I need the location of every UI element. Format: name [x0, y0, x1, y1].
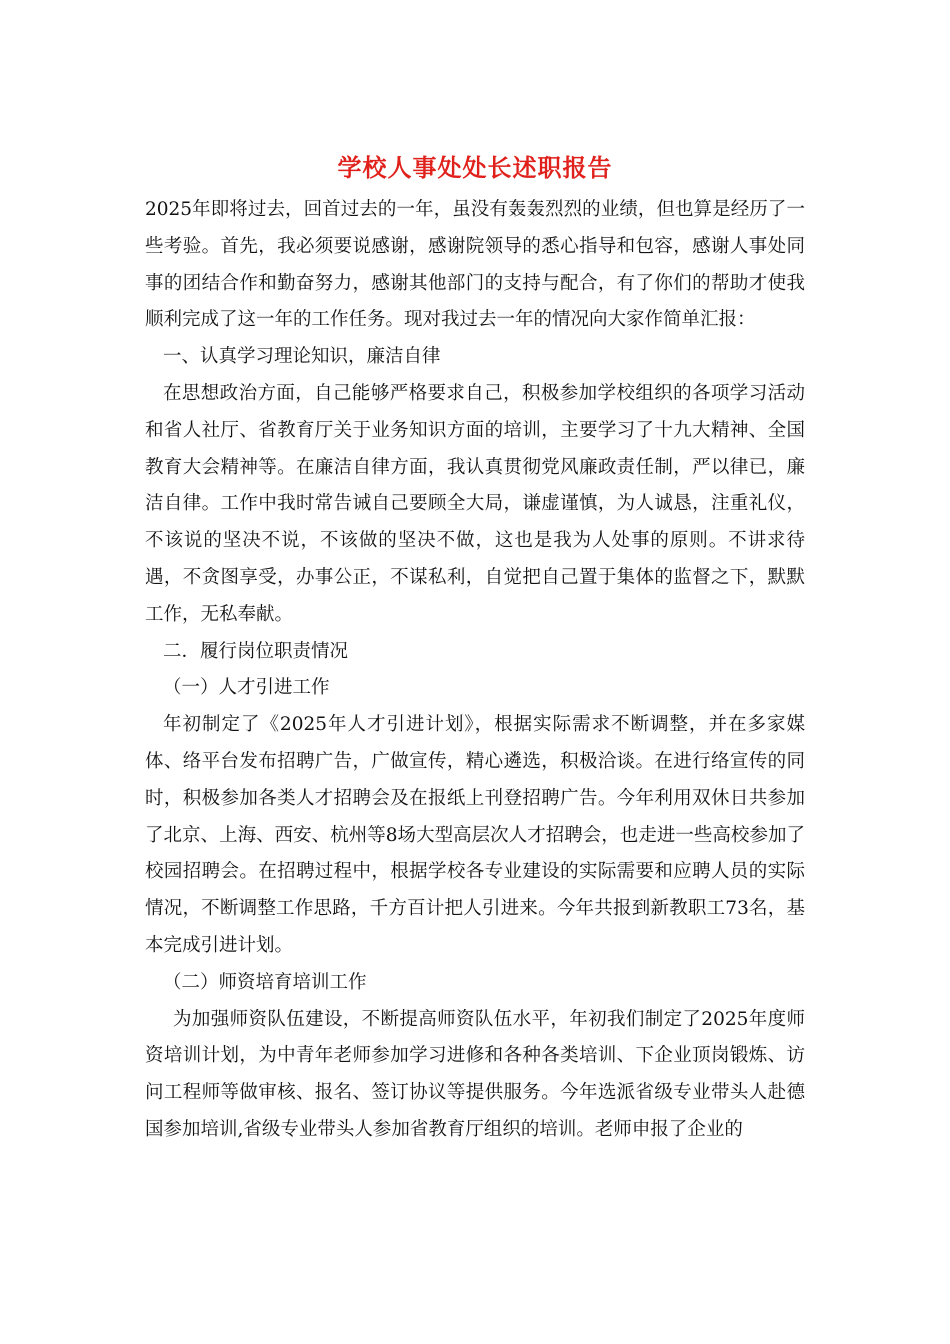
- section-1-heading: 一、认真学习理论知识，廉洁自律: [163, 346, 441, 368]
- document-page: [145, 150, 805, 1149]
- section-1-paragraph: 在思想政治方面，自己能够严格要求自己，积极参加学校组织的各项学习活动和省人社厅、省教育厅关于业务知识方面的培训，主要学习了十九大精神、全国教育大会精神等。在廉洁自律方面，我认真贯彻党风廉政责任制，严以律已，廉洁自律。工作中我时常告诫自己要顾全大局，谦虚谨慎，为人诚恳，注重礼仪，不该说的坚决不说，不该做的坚决不做，这也是我为人处事的原则。不讲求待遇，不贪图享受，办事公正，不谋私利，自觉把自己置于集体的监督之下，默默工作，无私奉献。: [145, 382, 805, 625]
- document-title: 学校人事处处长述职报告: [337, 153, 613, 182]
- subsection-2-paragraph: 为加强师资队伍建设，不断提高师资队伍水平，年初我们制定了2025年度师资培训计划，为中青年老师参加学习进修和各种各类培训、下企业顶岗锻炼、访问工程师等做审核、报名、签订协议等提供服务。今年选派省级专业带头人赴德国参加培训,省级专业带头人参加省教育厅组织的培训。老师申报了企业的: [145, 1008, 805, 1140]
- intro-paragraph: 2025年即将过去，回首过去的一年，虽没有轰轰烈烈的业绩，但也算是经历了一些考验。首先，我必须要说感谢，感谢院领导的悉心指导和包容，感谢人事处同事的团结合作和勤奋努力，感谢其他部门的支持与配合，有了你们的帮助才使我顺利完成了这一年的工作任务。现对我过去一年的情况向大家作简单汇报：: [145, 199, 805, 331]
- subsection-1-heading: （一）人才引进工作: [163, 677, 330, 699]
- section-2-heading: 二．履行岗位职责情况: [163, 640, 349, 662]
- subsection-2-heading: （二）师资培育培训工作: [163, 971, 367, 993]
- subsection-1-paragraph: 年初制定了《2025年人才引进计划》，根据实际需求不断调整，并在多家媒体、络平台发布招聘广告，广做宣传，精心遴选，积极洽谈。在进行络宣传的同时，积极参加各类人才招聘会及在报纸上刊登招聘广告。今年利用双休日共参加了北京、上海、西安、杭州等8场大型高层次人才招聘会，也走进一些高校参加了校园招聘会。在招聘过程中，根据学校各专业建设的实际需要和应聘人员的实际情况，不断调整工作思路，千方百计把人引进来。今年共报到新教职工73名，基本完成引进计划。: [145, 714, 805, 956]
